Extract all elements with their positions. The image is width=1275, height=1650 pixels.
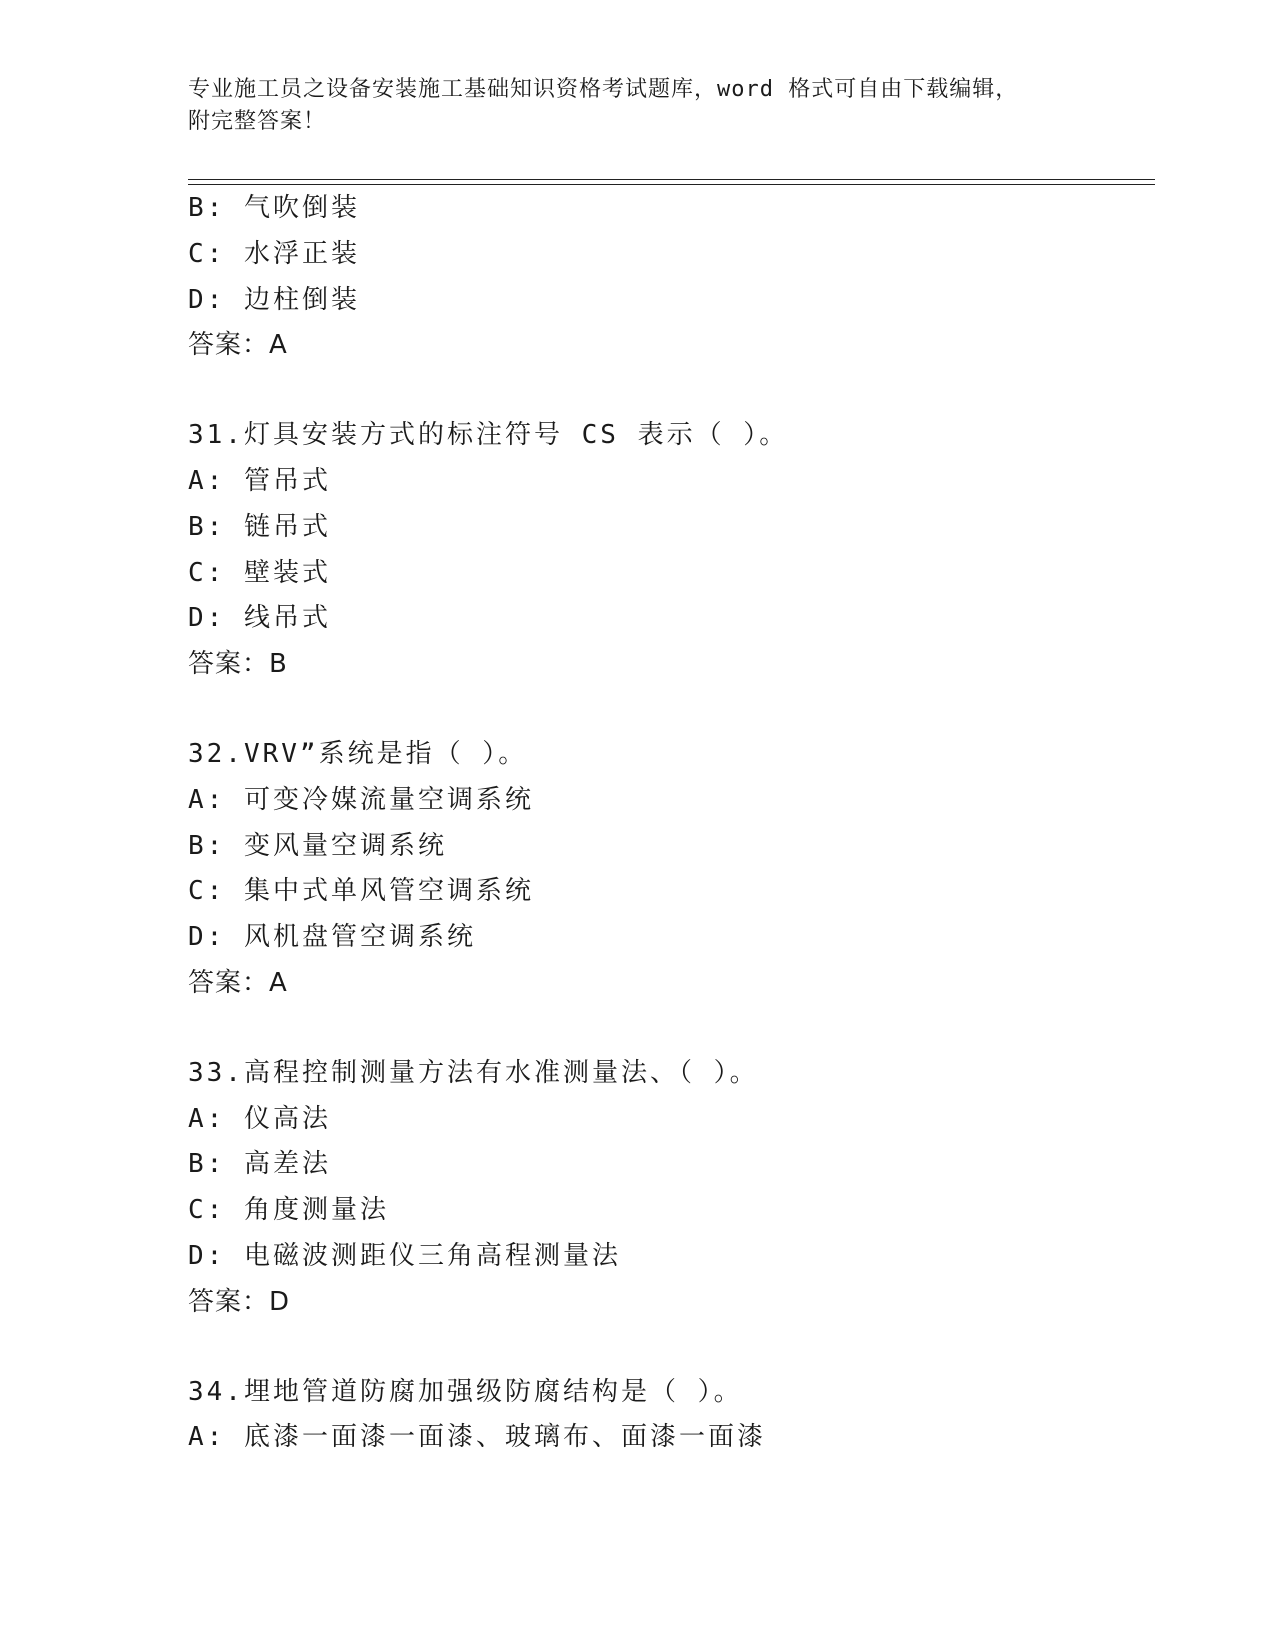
- option-c: C: 壁装式: [188, 557, 331, 588]
- option-c: C: 角度测量法: [188, 1195, 389, 1226]
- header-line-2: 附完整答案！: [188, 109, 327, 134]
- question-stem: 32.VRV”系统是指（ ）。: [188, 738, 528, 769]
- option-b: B: 链吊式: [188, 511, 331, 542]
- question-list: [188, 186, 1148, 1461]
- option-b: B: 变风量空调系统: [188, 830, 447, 861]
- header-divider-top: [188, 179, 1155, 180]
- option-a: A: 底漆一面漆一面漆、玻璃布、面漆一面漆: [188, 1422, 766, 1453]
- question-34: [188, 1370, 1148, 1462]
- answer-line: 答案：A: [188, 330, 288, 361]
- document-header: [188, 74, 1088, 138]
- answer-line: 答案：D: [188, 1286, 291, 1317]
- option-d: D: 风机盘管空调系统: [188, 922, 476, 953]
- answer-line: 答案：B: [188, 649, 288, 680]
- question-32: [188, 732, 1148, 1007]
- answer-line: 答案：A: [188, 967, 288, 998]
- question-31: [188, 413, 1148, 688]
- question-stem: 34.埋地管道防腐加强级防腐结构是（ ）。: [188, 1376, 743, 1407]
- header-line-1: 专业施工员之设备安装施工基础知识资格考试题库，word 格式可自由下载编辑，: [188, 77, 1019, 102]
- question-fragment: [188, 186, 1148, 369]
- option-b: B: 高差法: [188, 1149, 331, 1180]
- option-d: D: 电磁波测距仪三角高程测量法: [188, 1240, 621, 1271]
- question-stem: 31.灯具安装方式的标注符号 CS 表示（ ）。: [188, 420, 789, 451]
- option-c: C: 水浮正装: [188, 238, 360, 269]
- question-33: [188, 1051, 1148, 1326]
- header-divider-bottom: [188, 184, 1155, 185]
- option-d: D: 线吊式: [188, 603, 331, 634]
- option-a: A: 可变冷媒流量空调系统: [188, 784, 534, 815]
- question-stem: 33.高程控制测量方法有水准测量法、（ ）。: [188, 1057, 759, 1088]
- option-a: A: 仪高法: [188, 1103, 331, 1134]
- option-b: B: 气吹倒装: [188, 193, 360, 223]
- option-d: D: 边柱倒装: [188, 284, 360, 315]
- option-c: C: 集中式单风管空调系统: [188, 876, 534, 907]
- option-a: A: 管吊式: [188, 465, 331, 496]
